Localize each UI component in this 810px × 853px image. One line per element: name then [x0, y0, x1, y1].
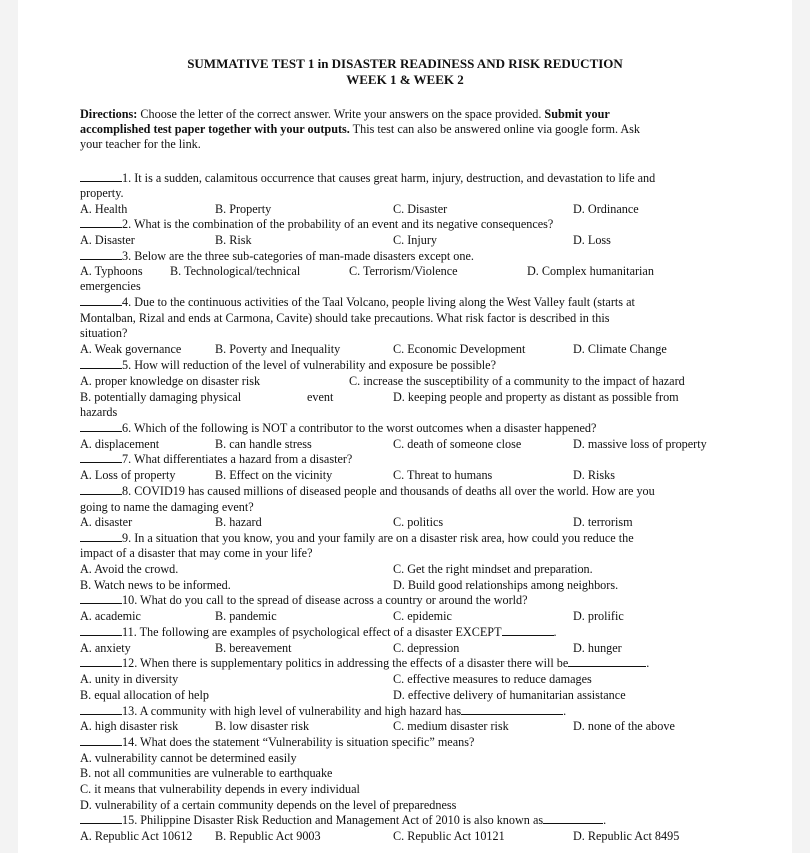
option: B. Effect on the vicinity — [215, 468, 333, 482]
option: B. Property — [215, 202, 272, 216]
page-subtitle: WEEK 1 & WEEK 2 — [346, 72, 464, 87]
test-paper — [18, 0, 792, 853]
page-title: SUMMATIVE TEST 1 in DISASTER READINESS AND RISK REDUCTION — [187, 56, 623, 71]
option: A. vulnerability cannot be determined easily — [80, 751, 297, 765]
option: B. Poverty and Inequality — [215, 342, 341, 356]
question-text: 9. In a situation that you know, you and your family are on a disaster risk area, how could you reduce the — [122, 531, 634, 545]
answer-blank[interactable] — [80, 421, 122, 432]
option: D. Build good relationships among neighbors. — [393, 578, 619, 592]
question-text: 4. Due to the continuous activities of the Taal Volcano, people living along the West Valley fault (starts at — [122, 295, 635, 309]
option: C. Economic Development — [393, 342, 526, 356]
option: D. Loss — [573, 233, 611, 247]
question-14 — [80, 735, 474, 750]
option: C. Republic Act 10121 — [393, 829, 505, 843]
option: D. Risks — [573, 468, 615, 482]
directions-bold: Submit your — [544, 107, 610, 121]
answer-blank[interactable] — [80, 171, 122, 182]
question-text: 11. The following are examples of psychological effect of a disaster EXCEPT — [122, 625, 502, 639]
question-8 — [80, 484, 655, 499]
question-5 — [80, 358, 496, 373]
option: B. Technological/technical — [170, 264, 301, 278]
question-text: 8. COVID19 has caused millions of diseased people and thousands of deaths all over the world. How are you — [122, 484, 655, 498]
inline-blank — [568, 656, 646, 667]
question-text: 5. How will reduction of the level of vulnerability and exposure be possible? — [122, 358, 496, 372]
answer-blank[interactable] — [80, 813, 122, 824]
question-2 — [80, 217, 553, 232]
option: D. keeping people and property as distant as possible from — [393, 390, 679, 404]
option: D. prolific — [573, 609, 624, 623]
question-3 — [80, 249, 474, 264]
option: D. hunger — [573, 641, 622, 655]
directions-label: Directions: — [80, 107, 138, 121]
answer-blank[interactable] — [80, 452, 122, 463]
option: B. bereavement — [215, 641, 292, 655]
option: A. displacement — [80, 437, 160, 451]
option: B. equal allocation of help — [80, 688, 209, 702]
option: C. medium disaster risk — [393, 719, 509, 733]
question-7 — [80, 452, 352, 467]
option-cont: emergencies — [80, 279, 141, 293]
question-6 — [80, 421, 596, 436]
option: B. hazard — [215, 515, 262, 529]
directions-line-3: your teacher for the link. — [80, 137, 201, 151]
answer-blank[interactable] — [80, 704, 122, 715]
question-12: 12. When there is supplementary politics in addressing the effects of a disaster there will be . — [80, 656, 649, 671]
question-text-cont: going to name the damaging event? — [80, 500, 254, 514]
option: A. disaster — [80, 515, 133, 529]
option: B. Republic Act 9003 — [215, 829, 321, 843]
directions-text: Choose the letter of the correct answer. Write your answers on the space provided. — [137, 107, 545, 121]
option-cont: event — [307, 390, 334, 404]
answer-blank[interactable] — [80, 484, 122, 495]
question-text: 2. What is the combination of the probability of an event and its negative consequences? — [122, 217, 554, 231]
inline-blank — [461, 704, 563, 715]
answer-blank[interactable] — [80, 295, 122, 306]
answer-blank[interactable] — [80, 656, 122, 667]
answer-blank[interactable] — [80, 531, 122, 542]
option-cont: hazards — [80, 405, 118, 419]
directions-bold: accomplished test paper together with your outputs. — [80, 122, 350, 136]
question-text: 14. What does the statement “Vulnerability is situation specific” means? — [122, 735, 475, 749]
option: A. proper knowledge on disaster risk — [80, 374, 261, 388]
option: D. Ordinance — [573, 202, 639, 216]
option: C. it means that vulnerability depends in every individual — [80, 782, 360, 796]
option: B. pandemic — [215, 609, 277, 623]
question-text: 6. Which of the following is NOT a contributor to the worst outcomes when a disaster happened? — [122, 421, 597, 435]
question-text: 15. Philippine Disaster Risk Reduction and Management Act of 2010 is also known as — [122, 813, 544, 827]
option: C. Injury — [393, 233, 438, 247]
option: B. can handle stress — [215, 437, 312, 451]
option: D. massive loss of property — [573, 437, 707, 451]
option: B. Watch news to be informed. — [80, 578, 231, 592]
question-15: 15. Philippine Disaster Risk Reduction and Management Act of 2010 is also known as . — [80, 813, 606, 828]
option: B. Risk — [215, 233, 252, 247]
option: C. Get the right mindset and preparation. — [393, 562, 593, 576]
option: C. politics — [393, 515, 444, 529]
option: D. Republic Act 8495 — [573, 829, 680, 843]
option: D. terrorism — [573, 515, 633, 529]
answer-blank[interactable] — [80, 735, 122, 746]
question-text: 12. When there is supplementary politics in addressing the effects of a disaster there will be — [122, 656, 569, 670]
option: D. effective delivery of humanitarian assistance — [393, 688, 626, 702]
question-text: 13. A community with high level of vulnerability and high hazard has — [122, 704, 462, 718]
inline-blank — [502, 625, 554, 636]
option: C. death of someone close — [393, 437, 522, 451]
question-text-cont: impact of a disaster that may come in your life? — [80, 546, 313, 560]
answer-blank[interactable] — [80, 625, 122, 636]
inline-blank — [543, 813, 603, 824]
question-11: 11. The following are examples of psychological effect of a disaster EXCEPT . — [80, 625, 557, 640]
option: D. vulnerability of a certain community depends on the level of preparedness — [80, 798, 457, 812]
option: D. Climate Change — [573, 342, 667, 356]
option: C. epidemic — [393, 609, 452, 623]
directions-line-2 — [80, 122, 640, 137]
option: B. potentially damaging physical — [80, 390, 242, 404]
directions-text: This test can also be answered online via google form. Ask — [349, 122, 641, 136]
option: A. high disaster risk — [80, 719, 179, 733]
option: C. increase the susceptibility of a community to the impact of hazard — [349, 374, 685, 388]
option: C. depression — [393, 641, 460, 655]
option: A. Health — [80, 202, 128, 216]
option: A. anxiety — [80, 641, 131, 655]
question-4 — [80, 295, 635, 310]
option: C. Threat to humans — [393, 468, 493, 482]
answer-blank[interactable] — [80, 217, 122, 228]
option: D. none of the above — [573, 719, 675, 733]
answer-blank[interactable] — [80, 593, 122, 604]
option: C. Disaster — [393, 202, 448, 216]
question-1 — [80, 171, 655, 186]
question-9 — [80, 531, 634, 546]
question-text: 10. What do you call to the spread of disease across a country or around the world? — [122, 593, 528, 607]
option: A. Weak governance — [80, 342, 182, 356]
question-text: 7. What differentiates a hazard from a disaster? — [122, 452, 353, 466]
option: A. academic — [80, 609, 141, 623]
option: A. Disaster — [80, 233, 135, 247]
question-text: 1. It is a sudden, calamitous occurrence that causes great harm, injury, destruction, and devastation to life and — [122, 171, 656, 185]
option: C. effective measures to reduce damages — [393, 672, 592, 686]
option: A. Republic Act 10612 — [80, 829, 193, 843]
question-10 — [80, 593, 528, 608]
question-text-cont: situation? — [80, 326, 128, 340]
option: B. not all communities are vulnerable to earthquake — [80, 766, 333, 780]
option: A. Loss of property — [80, 468, 176, 482]
question-text-cont: Montalban, Rizal and ends at Carmona, Cavite) should take precautions. What risk factor is described in this — [80, 311, 610, 325]
option: B. low disaster risk — [215, 719, 310, 733]
option: A. Avoid the crowd. — [80, 562, 179, 576]
question-13: 13. A community with high level of vulnerability and high hazard has . — [80, 704, 566, 719]
directions-line-1 — [80, 107, 610, 122]
question-text: 3. Below are the three sub-categories of man-made disasters except one. — [122, 249, 474, 263]
option: A. unity in diversity — [80, 672, 179, 686]
answer-blank[interactable] — [80, 249, 122, 260]
question-text-cont: property. — [80, 186, 124, 200]
option: A. Typhoons — [80, 264, 143, 278]
option: C. Terrorism/Violence — [349, 264, 458, 278]
option: D. Complex humanitarian — [527, 264, 654, 278]
answer-blank[interactable] — [80, 358, 122, 369]
